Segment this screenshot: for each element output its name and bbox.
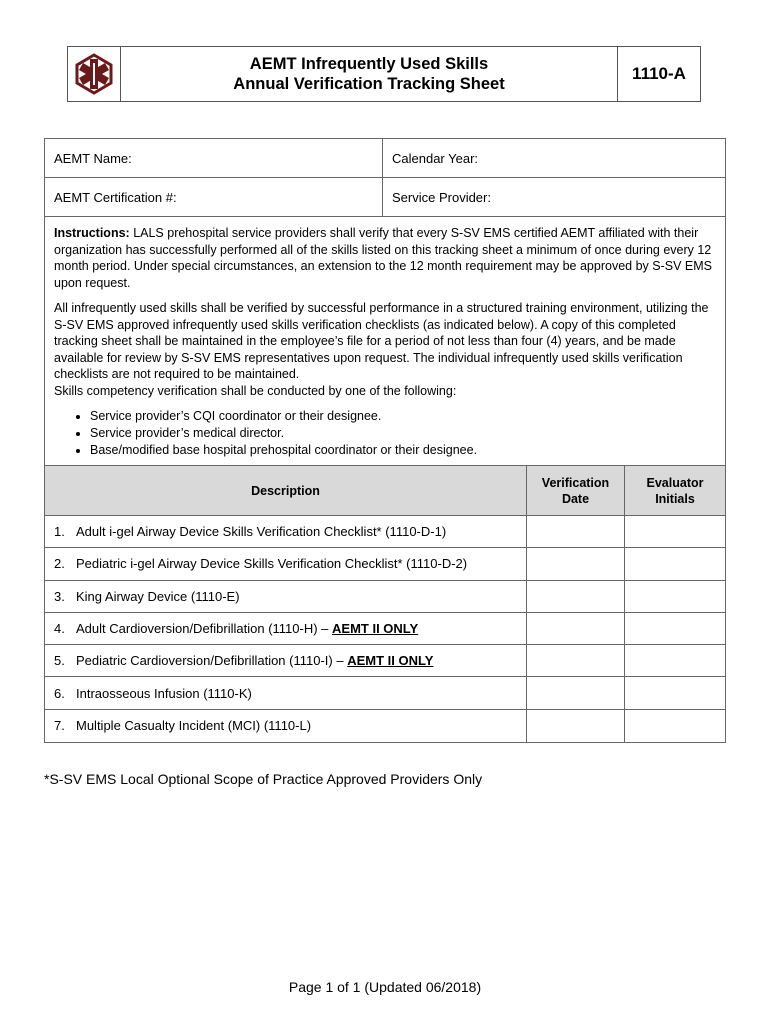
row-description	[45, 548, 527, 579]
verification-date-cell[interactable]	[527, 677, 625, 708]
col-evaluator-initials	[625, 466, 725, 515]
evaluator-initials-cell[interactable]	[625, 613, 725, 644]
verification-date-cell[interactable]	[527, 548, 625, 579]
instructions-text-1: LALS prehospital service providers shall verify that every S-SV EMS certified AEMT affiliated with their organization has successfully performed all of the skills listed on this tracking sheet a minimum of once during every 12 month period. Under special circumstances, an extension to the 12 month requirement may be approved by S-SV EMS upon request.	[54, 226, 712, 290]
evaluator-initials-cell[interactable]	[625, 516, 725, 547]
col-description: Description	[45, 466, 527, 515]
col-evaluator-line2: Initials	[655, 491, 695, 506]
list-item: • Base/modified base hospital prehospital coordinator or their designee.	[90, 442, 716, 459]
form-code: 1110-A	[632, 64, 686, 83]
verification-date-cell[interactable]	[527, 710, 625, 742]
instructions-para-3: Skills competency verification shall be conducted by one of the following:	[54, 383, 457, 398]
row-emphasis: AEMT II ONLY	[332, 621, 419, 637]
table-row	[45, 516, 725, 548]
title-cell	[121, 47, 618, 101]
table-row	[45, 581, 725, 613]
instructions-block	[45, 217, 725, 466]
row-description	[45, 516, 527, 547]
evaluator-initials-cell[interactable]	[625, 677, 725, 708]
row-number: 1.	[54, 524, 65, 540]
row-description	[45, 613, 527, 644]
calendar-year-field[interactable]: Calendar Year:	[392, 150, 479, 166]
evaluator-initials-cell[interactable]	[625, 645, 725, 676]
evaluator-initials-cell[interactable]	[625, 581, 725, 612]
row-description	[45, 710, 527, 742]
table-row	[45, 677, 725, 709]
row-text: Pediatric Cardioversion/Defibrillation (1110-I) –	[76, 653, 348, 669]
row-number: 4.	[54, 621, 65, 637]
row-number: 2.	[54, 556, 65, 572]
verification-date-cell[interactable]	[527, 581, 625, 612]
list-item: • Service provider’s medical director.	[90, 425, 716, 442]
instructions-para-2: All infrequently used skills shall be verified by successful performance in a structured training environment, utilizing the S-SV EMS approved infrequently used skills verification checklists (as indicated below). A copy of this completed tracking sheet shall be maintained in the employee’s file for a period of not less than four (4) years, and be made available for review by S-SV EMS representatives upon request. The individual infrequently used skills verification checklists are not required to be maintained.	[54, 301, 709, 381]
col-evaluator-line1: Evaluator	[646, 475, 704, 490]
page-footer: Page 1 of 1 (Updated 06/2018)	[288, 979, 482, 995]
row-text: Adult i-gel Airway Device Skills Verification Checklist* (1110-D-1)	[76, 524, 447, 540]
col-verification-line2: Date	[561, 491, 590, 506]
tracking-form	[44, 138, 726, 743]
certification-field[interactable]: AEMT Certification #:	[45, 178, 383, 216]
table-row	[45, 613, 725, 645]
row-text: Adult Cardioversion/Defibrillation (1110-H) –	[76, 621, 333, 637]
aemt-name-field[interactable]: AEMT Name:	[45, 139, 383, 177]
form-header	[67, 46, 701, 102]
col-verification-line1: Verification	[541, 475, 610, 490]
row-emphasis: AEMT II ONLY	[347, 653, 434, 669]
row-number: 6.	[54, 685, 65, 701]
service-provider-field[interactable]: Service Provider:	[392, 189, 491, 205]
list-item: • Service provider’s CQI coordinator or their designee.	[90, 408, 716, 425]
table-header	[45, 466, 725, 516]
verification-date-cell[interactable]	[527, 613, 625, 644]
evaluator-initials-cell[interactable]	[625, 548, 725, 579]
instructions-label: Instructions:	[54, 226, 130, 240]
row-description	[45, 645, 527, 676]
row-description	[45, 581, 527, 612]
table-row	[45, 710, 725, 742]
row-text: Intraosseous Infusion (1110-K)	[76, 685, 252, 701]
logo-cell	[68, 47, 121, 101]
row-number: 3.	[54, 588, 65, 604]
row-number: 7.	[54, 718, 65, 734]
evaluator-initials-cell[interactable]	[625, 710, 725, 742]
title-line-2: Annual Verification Tracking Sheet	[233, 75, 505, 93]
verification-date-cell[interactable]	[527, 645, 625, 676]
row-number: 5.	[54, 653, 65, 669]
verifier-list	[54, 408, 716, 459]
row-text: King Airway Device (1110-E)	[76, 588, 240, 604]
ems-star-of-life-icon	[72, 52, 116, 96]
name-year-row	[45, 139, 725, 178]
row-text: Multiple Casualty Incident (MCI) (1110-L)	[76, 718, 312, 734]
footnote: *S-SV EMS Local Optional Scope of Practice Approved Providers Only	[44, 771, 483, 787]
table-row	[45, 645, 725, 677]
title-line-1: AEMT Infrequently Used Skills	[249, 55, 489, 73]
verification-date-cell[interactable]	[527, 516, 625, 547]
row-description	[45, 677, 527, 708]
col-verification-date	[527, 466, 625, 515]
instructions-para-1	[54, 225, 716, 291]
table-body	[45, 516, 725, 742]
cert-provider-row	[45, 178, 725, 217]
table-row	[45, 548, 725, 580]
row-text: Pediatric i-gel Airway Device Skills Verification Checklist* (1110-D-2)	[76, 556, 468, 572]
